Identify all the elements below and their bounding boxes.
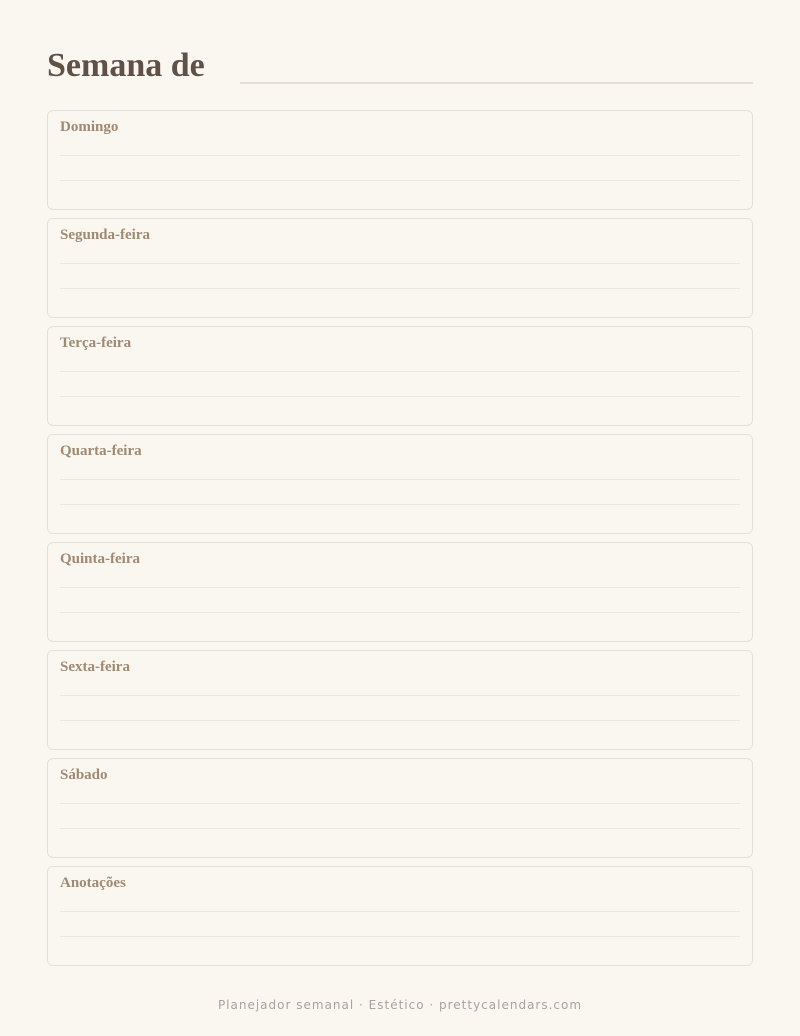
writing-line <box>60 263 740 264</box>
writing-line <box>60 587 740 588</box>
writing-line <box>60 936 740 937</box>
day-section-thursday <box>47 542 753 642</box>
footer-credit: Planejador semanal · Estético · prettycalendars.com <box>217 998 583 1012</box>
writing-line <box>60 155 740 156</box>
day-label: Sexta-feira <box>60 659 130 675</box>
day-section-wednesday <box>47 434 753 534</box>
day-label: Terça-feira <box>60 335 132 351</box>
days-list <box>47 110 753 974</box>
day-label: Quinta-feira <box>60 551 140 567</box>
page-header <box>47 44 753 88</box>
writing-line <box>60 288 740 289</box>
writing-line <box>60 720 740 721</box>
day-section-saturday <box>47 758 753 858</box>
day-label: Segunda-feira <box>60 227 150 243</box>
writing-line <box>60 612 740 613</box>
writing-line <box>60 479 740 480</box>
writing-line <box>60 803 740 804</box>
notes-section <box>47 866 753 966</box>
day-label: Domingo <box>60 119 119 135</box>
writing-line <box>60 695 740 696</box>
writing-line <box>60 180 740 181</box>
day-label: Sábado <box>60 767 108 783</box>
day-section-tuesday <box>47 326 753 426</box>
day-section-monday <box>47 218 753 318</box>
writing-line <box>60 911 740 912</box>
day-label: Quarta-feira <box>60 443 142 459</box>
page-title: Semana de <box>47 47 205 84</box>
writing-line <box>60 371 740 372</box>
notes-label: Anotações <box>60 875 126 891</box>
writing-line <box>60 828 740 829</box>
writing-line <box>60 396 740 397</box>
writing-line <box>60 504 740 505</box>
day-section-friday <box>47 650 753 750</box>
day-section-sunday <box>47 110 753 210</box>
week-date-line <box>240 82 753 84</box>
